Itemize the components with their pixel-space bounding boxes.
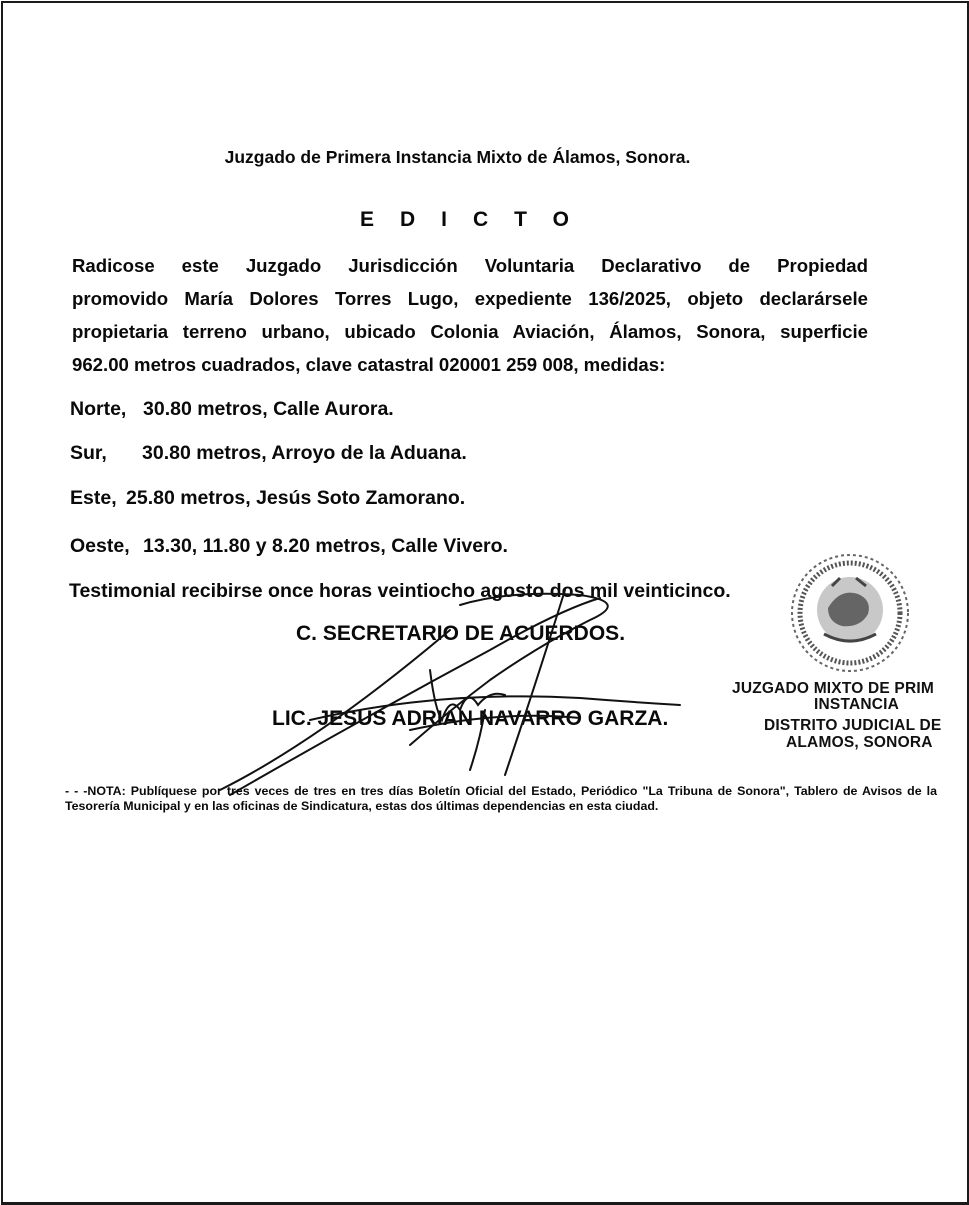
body-line: promovido María Dolores Torres Lugo, expediente 136/2025, objeto declarársele	[72, 288, 868, 309]
body-line: Radicose este Juzgado Jurisdicción Voluntaria Declarativo de Propiedad	[72, 255, 868, 276]
body-line: propietaria terreno urbano, ubicado Colonia Aviación, Álamos, Sonora, superficie	[72, 321, 868, 342]
seal-text-line: ALAMOS, SONORA	[786, 734, 933, 751]
boundary-label: Sur,	[70, 442, 107, 464]
boundary-east	[70, 487, 465, 510]
publication-note: - - -NOTA: Publíquese por tres veces de tres en tres días Boletín Oficial del Estado, Periódico "La Tribuna de Sonora", Tablero de Avisos de la Tesorería Municipal y en las oficinas de Sindicatura, estas dos últimas dependencias en esta ciudad.	[65, 784, 937, 813]
boundary-south	[70, 442, 467, 465]
boundary-label: Este,	[70, 487, 117, 509]
document-title: EDICTO	[360, 208, 595, 231]
signatory-title: C. SECRETARIO DE ACUERDOS.	[296, 622, 626, 645]
boundary-west	[70, 535, 508, 558]
boundary-text: 13.30, 11.80 y 8.20 metros, Calle Vivero.	[143, 535, 508, 557]
signatory-name: LIC. JESUS ADRIAN NAVARRO GARZA.	[272, 707, 669, 730]
court-header: Juzgado de Primera Instancia Mixto de Álamos, Sonora.	[224, 147, 691, 167]
boundary-text: 30.80 metros, Calle Aurora.	[143, 398, 394, 420]
boundary-label: Norte,	[70, 398, 127, 420]
boundary-text: 25.80 metros, Jesús Soto Zamorano.	[126, 487, 466, 509]
testimonial-line: Testimonial recibirse once horas veintiocho agosto dos mil veinticinco.	[69, 580, 731, 602]
seal-text-line: JUZGADO MIXTO DE PRIM	[732, 680, 934, 697]
boundary-label: Oeste,	[70, 535, 130, 557]
boundary-text: 30.80 metros, Arroyo de la Aduana.	[142, 442, 467, 464]
body-last-line: 962.00 metros cuadrados, clave catastral 020001 259 008, medidas:	[72, 354, 666, 375]
boundary-north	[70, 398, 394, 421]
seal-text-line: DISTRITO JUDICIAL DE	[764, 717, 942, 734]
seal-text-line: INSTANCIA	[814, 696, 900, 713]
court-seal-emblem	[780, 548, 940, 678]
